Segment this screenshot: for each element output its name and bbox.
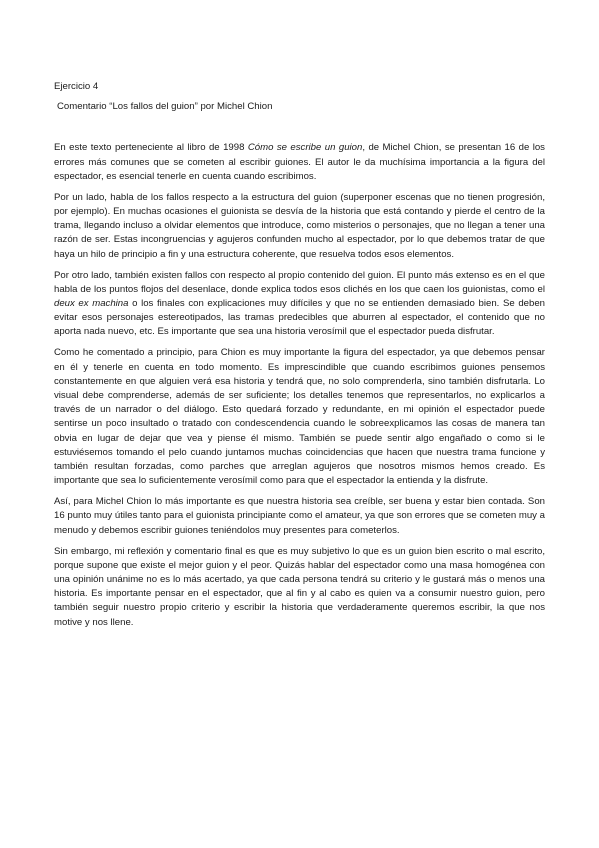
paragraph-4 bbox=[54, 346, 545, 488]
paragraph-2 bbox=[54, 191, 545, 262]
paragraph-2-text-1: Por un lado, habla de los fallos respecto a la estructura del guion (superponer escenas que no tienen progresión, por ejemplo). En muchas ocasiones el guionista se desvía de la historia que está contando y pierde el centro de la trama, llegando incluso a olvidar elementos que introduce, como misterios o personajes, que no llegan a tener una razón de ser. Estas incongruencias y agujeros confunden mucho al espectador, por lo que debemos tratar de que haya un hilo de principio a fin y una estructura coherente, que resuelva todos esos elementos. bbox=[54, 191, 545, 260]
paragraph-5 bbox=[54, 495, 545, 538]
exercise-label: Ejercicio 4 bbox=[54, 81, 99, 92]
document-title: Comentario “Los fallos del guion” por Michel Chion bbox=[57, 101, 273, 113]
paragraph-1-text-2: , de Michel Chion, se presentan 16 de los errores más comunes que se cometen al escribir guiones. El autor le da muchísima importancia a la figura del espectador, es esencial tenerle en cuenta cuando escribimos. bbox=[54, 142, 545, 182]
paragraph-3-text-2: o los finales con explicaciones muy difíciles y que no se entienden demasiado bien. Se deben evitar esos personajes estereotipados, las tramas predecibles que aburren al espectador, el contenido que no aporta nada nuevo, etc. Es importante que sea una historia verosímil que el espectador pueda disfrutar. bbox=[54, 298, 545, 338]
paragraph-6 bbox=[54, 545, 545, 630]
paragraph-list bbox=[54, 141, 545, 629]
paragraph-3 bbox=[54, 269, 545, 340]
paragraph-1-text-1: En este texto perteneciente al libro de 1998 bbox=[54, 142, 248, 154]
paragraph-4-text-1: Como he comentado a principio, para Chion es muy importante la figura del espectador, ya que debemos pensar en él y tenerle en cuenta en todo momento. Es imprescindible que cuando escribimos guiones pensemos constantemente en que alguien verá esa historia y tendrá que, no solo comprenderla, sino también disfrutarla. Lo visual debe comprenderse, además de ser suficiente; los detalles tenemos que representarlos, no explicarlos a través de un narrador o del diálogo. Esto quedará forzado y redundante, en mi opinión el espectador puede sentirse un poco insultado o tratado con condescendencia cuando le sobreexplicamos las cosas de manera tan obvia en lugar de dejar que vea y piense él mismo. También se puede sentir algo engañado o como si le estuviésemos tomando el pelo cuando juntamos muchas coincidencias que hacen que nuestra trama funcione y también resultan forzadas, como parches que arreglan agujeros que nosotros mismos hemos creado. Es importante que sea lo suficientemente verosímil como para que el espectador la entienda y la disfrute. bbox=[54, 347, 545, 487]
paragraph-5-text-1: Así, para Michel Chion lo más importante es que nuestra historia sea creíble, ser buena y estar bien contada. Son 16 punto muy útiles tanto para el guionista principiante como el amateur, ya que son errores que se cometen muy a menudo y debemos escribir guiones teniéndolos muy presentes para cometerlos. bbox=[54, 496, 545, 536]
document-body bbox=[54, 80, 545, 637]
paragraph-1 bbox=[54, 141, 545, 184]
paragraph-6-text-1: Sin embargo, mi reflexión y comentario final es que es muy subjetivo lo que es un guion bien escrito o mal escrito, porque supone que existe el mejor guion y el peor. Quizás hablar del espectador como una masa homogénea con una opinión unánime no es lo más acertado, ya que cada persona tendrá su criterio y le gustará más o menos una historia. Es importante pensar en el espectador, que al fin y al cabo es quien va a consumir nuestro guion, pero también seguir nuestro propio criterio y escribir la historia que verdaderamente queremos escribir, la que nos motive y nos llene. bbox=[54, 545, 545, 628]
paragraph-3-text-1: Por otro lado, también existen fallos con respecto al propio contenido del guion. El punto más extenso es en el que habla de los puntos flojos del desenlace, donde explica todos esos clichés en los que caen los guionistas, como el bbox=[54, 269, 545, 295]
paragraph-1-italic-book-title: Cómo se escribe un guion bbox=[247, 142, 363, 154]
paragraph-3-italic-term: deux ex machina bbox=[54, 298, 129, 310]
